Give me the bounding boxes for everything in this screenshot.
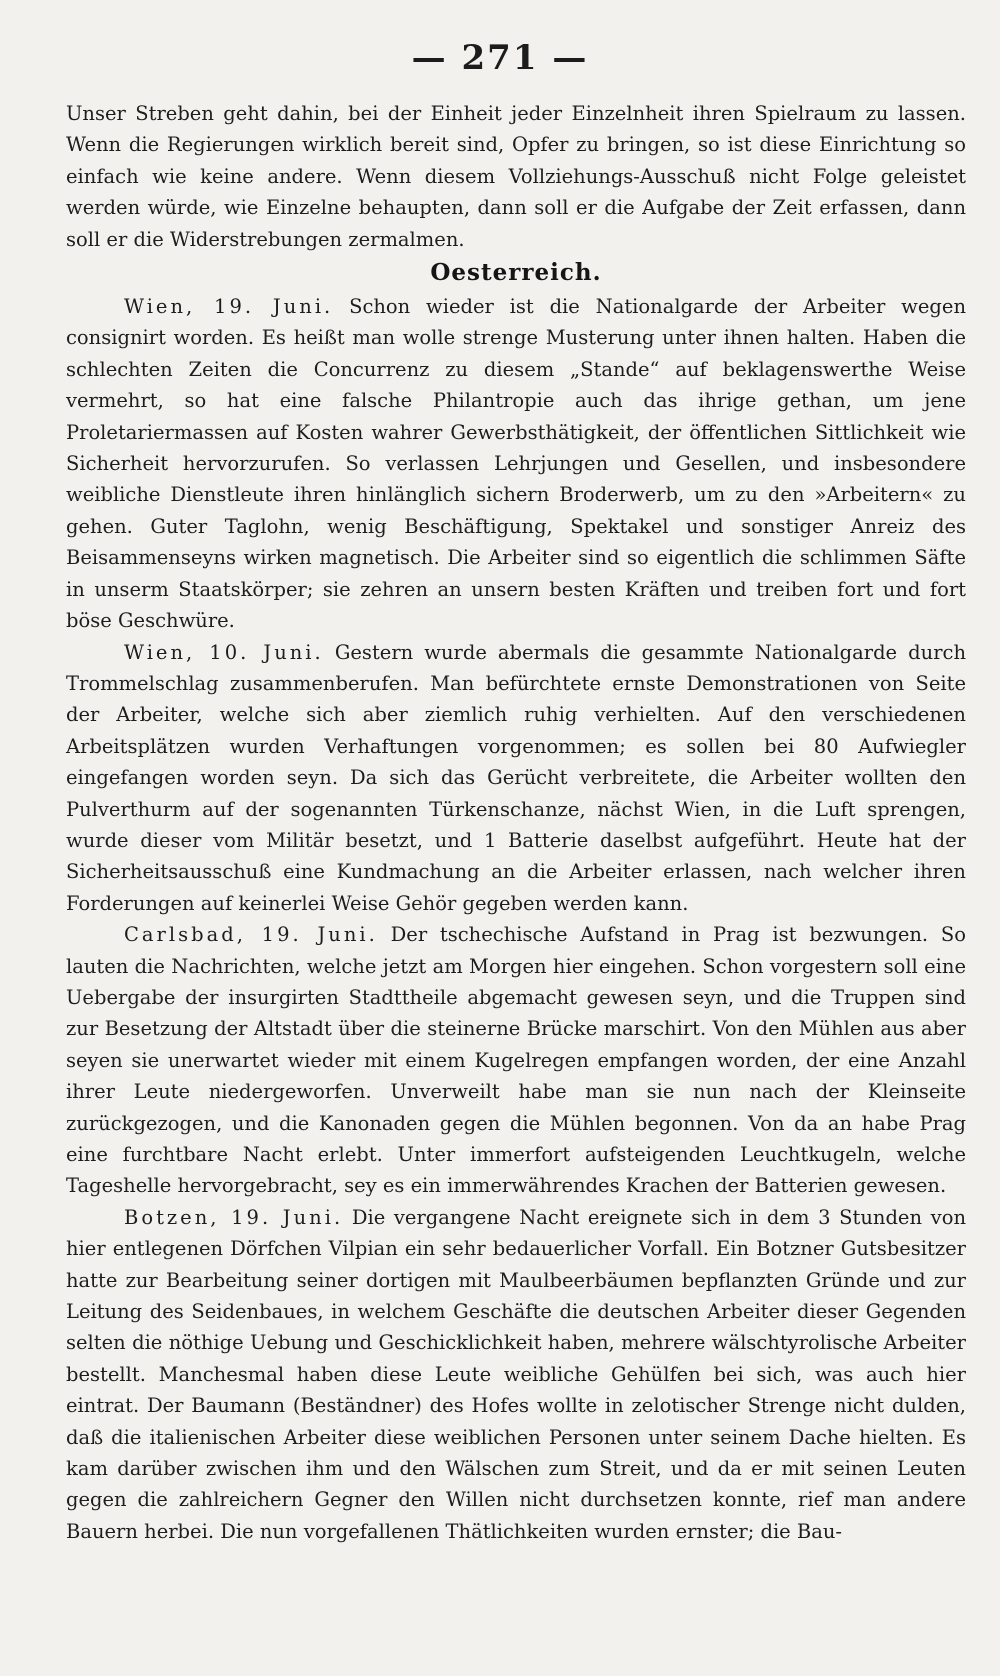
section-heading: Oesterreich. <box>430 259 602 287</box>
news-entry <box>66 637 966 920</box>
entry-text: Der tschechische Aufstand in Prag ist bezwungen. So lauten die Nachrichten, welche jetzt am Morgen hier eingehen. Schon vorgestern soll eine Uebergabe der insurgirten Stadttheile abgemacht gewesen seyn, und die Truppen sind zur Besetzung der Altstadt über die steinerne Brücke marschirt. Von den Mühlen aus aber seyen sie unerwartet wieder mit einem Kugelregen empfangen worden, der eine Anzahl ihrer Leute niedergeworfen. Unverweilt habe man sie nun nach der Kleinseite zurückgezogen, und die Kanonaden gegen die Mühlen begonnen. Von da an habe Prag eine furchtbare Nacht erlebt. Unter immerfort aufsteigenden Leuchtkugeln, welche Tageshelle hervorgebracht, sey es ein immerwährendes Krachen der Batterien gewesen. <box>66 923 966 1198</box>
entry-dateline: Botzen, 19. Juni. <box>124 1205 344 1229</box>
page-number: — 271 — <box>411 38 589 78</box>
news-entry <box>66 1202 966 1547</box>
article-body <box>66 98 966 1547</box>
news-entry <box>66 919 966 1202</box>
entry-text: Schon wieder ist die Nationalgarde der Arbeiter wegen consignirt worden. Es heißt man wolle strenge Musterung unter ihnen halten. Haben die schlechten Zeiten die Concurrenz zu diesem „Stande“ auf beklagenswerthe Weise vermehrt, so hat eine falsche Philantropie auch das ihrige gethan, um jene Proletariermassen auf Kosten wahrer Gewerbsthätigkeit, der öffentlichen Sittlichkeit wie Sicherheit hervorzurufen. So verlassen Lehrjungen und Gesellen, und insbesondere weibliche Dienstleute ihren hinlänglich sichern Broderwerb, um zu den »Arbeitern« zu gehen. Guter Taglohn, wenig Beschäftigung, Spektakel und sonstiger Anreiz des Beisammenseyns wirken magnetisch. Die Arbeiter sind so eigentlich die schlimmen Säfte in unserm Staatskörper; sie zehren an unsern besten Kräften und treiben fort und fort böse Geschwüre. <box>66 295 966 633</box>
entry-dateline: Wien, 19. Juni. <box>124 295 334 319</box>
intro-paragraph: Unser Streben geht dahin, bei der Einheit jeder Einzelnheit ihren Spielraum zu lassen. Wenn die Regierungen wirklich bereit sind, Opfer zu bringen, so ist diese Einrichtung so einfach wie keine andere. Wenn diesem Vollziehungs-Ausschuß nicht Folge geleistet werden würde, wie Einzelne behaupten, dann soll er die Aufgabe der Zeit erfassen, dann soll er die Widerstrebungen zermalmen. <box>66 102 966 251</box>
entry-dateline: Carlsbad, 19. Juni. <box>124 923 378 947</box>
entry-dateline: Wien, 10. Juni. <box>124 640 324 664</box>
entry-text: Gestern wurde abermals die gesammte Nationalgarde durch Trommelschlag zusammenberufen. Man befürchtete ernste Demonstrationen von Seite der Arbeiter, welche sich aber ziemlich ruhig verhielten. Auf den verschiedenen Arbeitsplätzen wurden Verhaftungen vorgenommen; es sollen bei 80 Aufwiegler eingefangen worden seyn. Da sich das Gerücht verbreitete, die Arbeiter wollten den Pulverthurm auf der sogenannten Türkenschanze, nächst Wien, in die Luft sprengen, wurde dieser vom Militär besetzt, und 1 Batterie daselbst aufgeführt. Heute hat der Sicherheitsausschuß eine Kundmachung an die Arbeiter erlassen, nach welcher ihren Forderungen auf keinerlei Weise Gehör gegeben werden kann. <box>66 640 966 915</box>
entry-text: Die vergangene Nacht ereignete sich in dem 3 Stunden von hier entlegenen Dörfchen Vilpian ein sehr bedauerlicher Vorfall. Ein Botzner Gutsbesitzer hatte zur Bearbeitung seiner dortigen mit Maulbeerbäumen bepflanzten Gründe und zur Leitung des Seidenbaues, in welchem Geschäfte die deutschen Arbeiter dieser Gegenden selten die nöthige Uebung und Geschicklichkeit haben, mehrere wälschtyrolische Arbeiter bestellt. Manchesmal haben diese Leute weibliche Gehülfen bei sich, was auch hier eintrat. Der Baumann (Beständner) des Hofes wollte in zelotischer Strenge nicht dulden, daß die italienischen Arbeiter diese weiblichen Personen unter seinem Dache hielten. Es kam darüber zwischen ihm und den Wälschen zum Streit, und da er mit seinen Leuten gegen die zahlreichern Gegner den Willen nicht durchsetzen konnte, rief man andere Bauern herbei. Die nun vorgefallenen Thätlichkeiten wurden ernster; die Bau- <box>66 1205 967 1543</box>
news-entry <box>66 291 966 636</box>
